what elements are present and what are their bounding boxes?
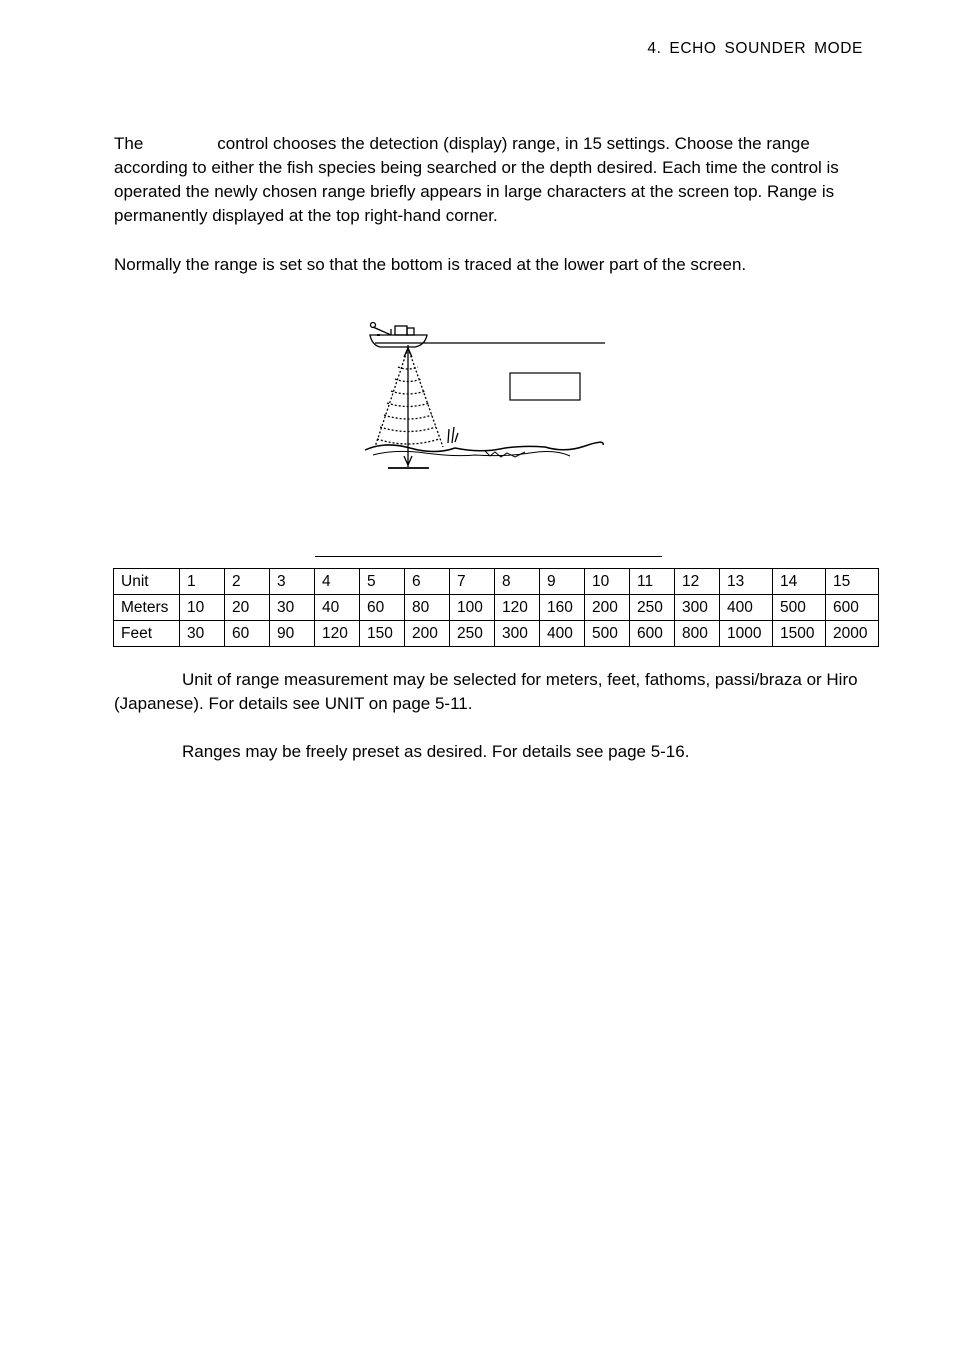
table-cell: 150 — [360, 621, 405, 647]
table-cell: 120 — [495, 595, 540, 621]
note-unit — [114, 668, 874, 716]
range-illustration — [355, 315, 615, 480]
table-cell: 160 — [540, 595, 585, 621]
table-cell: 60 — [360, 595, 405, 621]
table-cell: 10 — [180, 595, 225, 621]
table-cell: 250 — [450, 621, 495, 647]
table-cell: 30 — [270, 595, 315, 621]
paragraph-bottom-trace: Normally the range is set so that the bottom is traced at the lower part of the screen. — [114, 255, 747, 274]
table-cell: 1000 — [720, 621, 773, 647]
table-cell: 13 — [720, 569, 773, 595]
table-cell: 20 — [225, 595, 270, 621]
note-preset: Ranges may be freely preset as desired. For details see page 5-16. — [182, 742, 690, 761]
table-cell: 11 — [630, 569, 675, 595]
table-cell: 4 — [315, 569, 360, 595]
beam-left-edge — [375, 348, 408, 447]
table-cell: 6 — [405, 569, 450, 595]
table-cell: 300 — [675, 595, 720, 621]
seaweed — [448, 427, 458, 443]
paragraph-lead-word: The — [114, 134, 144, 153]
caption-underline — [315, 556, 662, 557]
table-cell: 15 — [826, 569, 879, 595]
table-cell: 7 — [450, 569, 495, 595]
table-row — [114, 569, 879, 595]
table-cell: 1500 — [773, 621, 826, 647]
paragraph-range-control — [114, 132, 854, 228]
table-cell: 10 — [585, 569, 630, 595]
table-cell: 100 — [450, 595, 495, 621]
table-cell: 200 — [405, 621, 450, 647]
table-row — [114, 621, 879, 647]
table-cell: 30 — [180, 621, 225, 647]
table-cell: 5 — [360, 569, 405, 595]
table-cell: 400 — [540, 621, 585, 647]
table-cell: 90 — [270, 621, 315, 647]
paragraph-body: control chooses the detection (display) range, in 15 settings. Choose the range according to either the fish species being searched or the depth desired. Each time the control is operated the newly chosen range briefly appears in large characters at the screen top. Range is permanently displayed at the top right-hand corner. — [114, 134, 839, 225]
table-cell: 500 — [773, 595, 826, 621]
range-table — [113, 568, 879, 647]
section-header: 4. ECHO SOUNDER MODE — [647, 40, 863, 57]
table-cell: 2 — [225, 569, 270, 595]
table-cell: 2000 — [826, 621, 879, 647]
table-cell: 120 — [315, 621, 360, 647]
note-unit-text: Unit of range measurement may be selected for meters, feet, fathoms, passi/braza or Hiro (Japanese). For details see UNIT on page 5-11. — [114, 670, 858, 713]
table-cell: 250 — [630, 595, 675, 621]
table-cell: 1 — [180, 569, 225, 595]
table-cell: 14 — [773, 569, 826, 595]
table-cell: 400 — [720, 595, 773, 621]
table-cell: 12 — [675, 569, 720, 595]
table-cell: 300 — [495, 621, 540, 647]
table-cell: 200 — [585, 595, 630, 621]
boat-cabin — [395, 326, 407, 335]
table-cell: 8 — [495, 569, 540, 595]
table-row — [114, 595, 879, 621]
beam-right-edge — [408, 348, 443, 447]
table-cell: 40 — [315, 595, 360, 621]
table-cell: 3 — [270, 569, 315, 595]
table-cell: Unit — [114, 569, 180, 595]
table-cell: 500 — [585, 621, 630, 647]
range-display-box — [510, 373, 580, 400]
table-cell: 600 — [630, 621, 675, 647]
table-cell: Feet — [114, 621, 180, 647]
table-cell: 80 — [405, 595, 450, 621]
table-cell: 600 — [826, 595, 879, 621]
table-cell: 800 — [675, 621, 720, 647]
table-cell: 9 — [540, 569, 585, 595]
table-cell: 60 — [225, 621, 270, 647]
table-cell: Meters — [114, 595, 180, 621]
boat-hull — [370, 335, 427, 347]
